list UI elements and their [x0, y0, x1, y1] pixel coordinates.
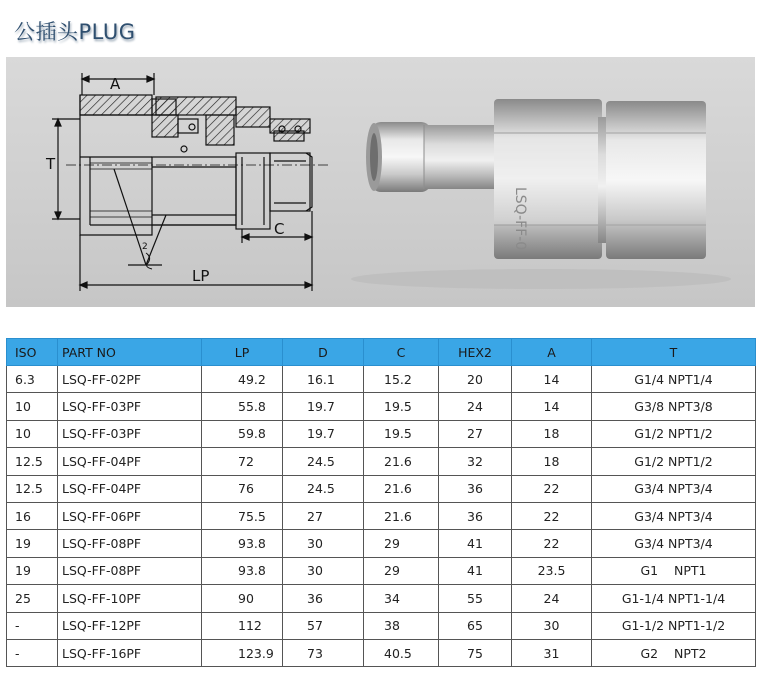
table-cell-iso: 19	[7, 557, 58, 584]
table-cell-c: 29	[364, 557, 439, 584]
table-cell-a: 14	[512, 366, 592, 393]
table-cell-hex2: 65	[439, 612, 512, 639]
table-cell-iso: 19	[7, 530, 58, 557]
table-cell-c: 29	[364, 530, 439, 557]
table-cell-d: 24.5	[283, 448, 364, 475]
table-cell-part-no: LSQ-FF-12PF	[58, 612, 202, 639]
table-cell-a: 23.5	[512, 557, 592, 584]
table-cell-d: 19.7	[283, 420, 364, 447]
table-cell-a: 18	[512, 448, 592, 475]
table-cell-lp: 90	[202, 585, 283, 612]
table-cell-a: 22	[512, 475, 592, 502]
dim-a-label: A	[110, 75, 121, 93]
table-cell-lp: 55.8	[202, 393, 283, 420]
dim-lp-label: LP	[192, 267, 210, 285]
table-cell-part-no: LSQ-FF-02PF	[58, 366, 202, 393]
table-body	[7, 366, 756, 667]
note-label: 2	[142, 242, 148, 252]
page-title: 公插头PLUG	[14, 20, 136, 44]
table-cell-lp: 93.8	[202, 557, 283, 584]
table-cell-hex2: 36	[439, 475, 512, 502]
technical-drawing-and-photo	[6, 57, 755, 307]
table-cell-c: 21.6	[364, 448, 439, 475]
table-row	[7, 420, 756, 447]
table-cell-hex2: 24	[439, 393, 512, 420]
product-image-panel	[6, 57, 755, 307]
table-cell-t: G2 NPT2	[592, 639, 756, 666]
table-cell-lp: 112	[202, 612, 283, 639]
table-cell-iso: 12.5	[7, 448, 58, 475]
table-cell-a: 30	[512, 612, 592, 639]
table-cell-iso: 16	[7, 502, 58, 529]
header-d: D	[283, 339, 364, 366]
table-cell-t: G1-1/4 NPT1-1/4	[592, 585, 756, 612]
table-cell-iso: -	[7, 612, 58, 639]
table-cell-hex2: 55	[439, 585, 512, 612]
table-cell-part-no: LSQ-FF-03PF	[58, 420, 202, 447]
table-cell-lp: 76	[202, 475, 283, 502]
dim-t-label: T	[46, 155, 56, 173]
header-hex2: HEX2	[439, 339, 512, 366]
header-t: T	[592, 339, 756, 366]
table-row	[7, 502, 756, 529]
table-cell-part-no: LSQ-FF-06PF	[58, 502, 202, 529]
table-cell-d: 27	[283, 502, 364, 529]
table-cell-part-no: LSQ-FF-04PF	[58, 475, 202, 502]
table-row	[7, 557, 756, 584]
table-cell-hex2: 41	[439, 557, 512, 584]
table-cell-a: 24	[512, 585, 592, 612]
table-cell-iso: 25	[7, 585, 58, 612]
table-cell-lp: 49.2	[202, 366, 283, 393]
table-row	[7, 448, 756, 475]
table-cell-part-no: LSQ-FF-08PF	[58, 530, 202, 557]
spec-table	[6, 338, 756, 667]
table-row	[7, 393, 756, 420]
table-cell-hex2: 20	[439, 366, 512, 393]
header-c: C	[364, 339, 439, 366]
table-cell-hex2: 41	[439, 530, 512, 557]
table-cell-part-no: LSQ-FF-10PF	[58, 585, 202, 612]
header-a: A	[512, 339, 592, 366]
table-cell-c: 15.2	[364, 366, 439, 393]
table-cell-c: 19.5	[364, 420, 439, 447]
table-row	[7, 366, 756, 393]
table-cell-t: G3/8 NPT3/8	[592, 393, 756, 420]
table-cell-c: 38	[364, 612, 439, 639]
table-cell-t: G1-1/2 NPT1-1/2	[592, 612, 756, 639]
table-row	[7, 639, 756, 666]
section-drawing	[52, 73, 328, 291]
table-cell-a: 18	[512, 420, 592, 447]
table-cell-hex2: 75	[439, 639, 512, 666]
table-row	[7, 530, 756, 557]
table-cell-part-no: LSQ-FF-16PF	[58, 639, 202, 666]
table-row	[7, 612, 756, 639]
table-cell-d: 36	[283, 585, 364, 612]
table-cell-d: 57	[283, 612, 364, 639]
table-cell-c: 21.6	[364, 502, 439, 529]
header-part-no: PART NO	[58, 339, 202, 366]
table-cell-d: 19.7	[283, 393, 364, 420]
table-cell-part-no: LSQ-FF-08PF	[58, 557, 202, 584]
table-cell-iso: 10	[7, 393, 58, 420]
table-cell-iso: 12.5	[7, 475, 58, 502]
table-cell-d: 30	[283, 530, 364, 557]
table-cell-t: G3/4 NPT3/4	[592, 502, 756, 529]
table-cell-iso: -	[7, 639, 58, 666]
table-header-row	[7, 339, 756, 366]
table-cell-c: 21.6	[364, 475, 439, 502]
table-cell-iso: 6.3	[7, 366, 58, 393]
table-cell-iso: 10	[7, 420, 58, 447]
table-cell-d: 24.5	[283, 475, 364, 502]
table-cell-d: 16.1	[283, 366, 364, 393]
table-cell-a: 22	[512, 502, 592, 529]
table-cell-hex2: 32	[439, 448, 512, 475]
table-cell-c: 40.5	[364, 639, 439, 666]
table-cell-t: G3/4 NPT3/4	[592, 475, 756, 502]
table-row	[7, 475, 756, 502]
table-cell-hex2: 36	[439, 502, 512, 529]
table-cell-lp: 72	[202, 448, 283, 475]
table-cell-part-no: LSQ-FF-03PF	[58, 393, 202, 420]
table-cell-part-no: LSQ-FF-04PF	[58, 448, 202, 475]
dim-c-label: C	[274, 220, 285, 238]
table-cell-d: 30	[283, 557, 364, 584]
engraving-text: LSQ-FF-0	[512, 187, 528, 251]
table-cell-lp: 59.8	[202, 420, 283, 447]
table-row	[7, 585, 756, 612]
table-cell-lp: 75.5	[202, 502, 283, 529]
table-cell-t: G1 NPT1	[592, 557, 756, 584]
table-cell-t: G3/4 NPT3/4	[592, 530, 756, 557]
table-cell-d: 73	[283, 639, 364, 666]
coupling-photo	[351, 99, 731, 289]
header-iso: ISO	[7, 339, 58, 366]
table-cell-lp: 93.8	[202, 530, 283, 557]
header-lp: LP	[202, 339, 283, 366]
table-cell-t: G1/4 NPT1/4	[592, 366, 756, 393]
table-cell-hex2: 27	[439, 420, 512, 447]
table-cell-t: G1/2 NPT1/2	[592, 420, 756, 447]
table-cell-c: 19.5	[364, 393, 439, 420]
table-cell-t: G1/2 NPT1/2	[592, 448, 756, 475]
table-cell-a: 14	[512, 393, 592, 420]
table-cell-a: 22	[512, 530, 592, 557]
table-cell-lp: 123.9	[202, 639, 283, 666]
table-cell-a: 31	[512, 639, 592, 666]
table-cell-c: 34	[364, 585, 439, 612]
